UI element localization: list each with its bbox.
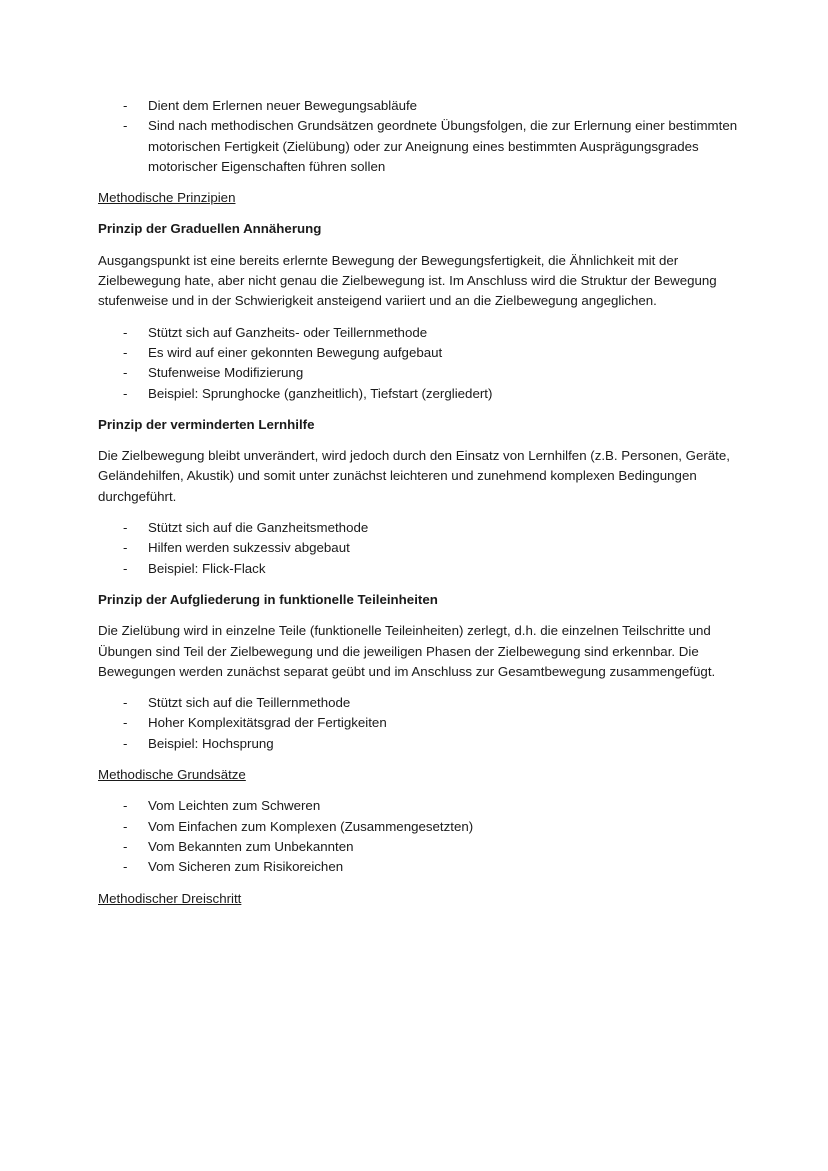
grundsaetze-list <box>98 796 738 877</box>
bullet-dash: - <box>123 715 128 731</box>
bullet-dash: - <box>123 838 128 854</box>
list-item-text: Beispiel: Hochsprung <box>148 735 274 751</box>
bullet-dash: - <box>123 540 128 556</box>
prinzip-description: Die Zielbewegung bleibt unverändert, wird jedoch durch den Einsatz von Lernhilfen (z.B. Personen, Geräte, Geländehilfen, Akustik) und somit unter zunächst leichteren und zunehmend komplexen Bedingungen durchgeführt. <box>98 448 730 504</box>
prinzip-title-graduelle-annaeherung: Prinzip der Graduellen Annäherung <box>98 221 322 237</box>
prinzip-title-verminderte-lernhilfe: Prinzip der verminderten Lernhilfe <box>98 416 315 432</box>
section-heading-methodischer-dreischritt: Methodischer Dreischritt <box>98 890 242 906</box>
list-item <box>98 559 738 579</box>
list-item <box>98 693 738 713</box>
list-item-text: Beispiel: Sprunghocke (ganzheitlich), Tiefstart (zergliedert) <box>148 385 493 401</box>
list-item-text: Stufenweise Modifizierung <box>148 365 304 381</box>
bullet-dash: - <box>123 560 128 576</box>
prinzip-description: Die Zielübung wird in einzelne Teile (funktionelle Teileinheiten) zerlegt, d.h. die einzelnen Teilschritte und Übungen sind Teil der Zielbewegung und die jeweiligen Phasen der Zielbewegung sind erkennbar. Die Bewegungen werden zunächst separat geübt und im Anschluss zur Gesamtbewegung zusammengefügt. <box>98 623 716 679</box>
list-item-text: Sind nach methodischen Grundsätzen geordnete Übungsfolgen, die zur Erlernung einer bestimmten motorischen Fertigkeit (Zielübung) oder zur Aneignung eines bestimmten Ausprägungsgrades motorischer Eigenschaften führen sollen <box>148 118 738 174</box>
bullet-dash: - <box>123 818 128 834</box>
list-item <box>98 857 738 877</box>
prinzip-2-list <box>98 518 738 579</box>
list-item <box>98 518 738 538</box>
list-item <box>98 837 738 857</box>
list-item-text: Hilfen werden sukzessiv abgebaut <box>148 540 350 556</box>
prinzip-description: Ausgangspunkt ist eine bereits erlernte Bewegung der Bewegungsfertigkeit, die Ähnlichkeit mit der Zielbewegung hate, aber nicht genau die Zielbewegung ist. Im Anschluss wird die Struktur der Bewegung stufenweise und in der Schwierigkeit ansteigend variiert und an die Zielbewegung angeglichen. <box>98 252 717 309</box>
list-item <box>98 343 738 363</box>
bullet-dash: - <box>123 98 128 113</box>
list-item-text: Vom Bekannten zum Unbekannten <box>148 838 354 854</box>
bullet-dash: - <box>123 344 128 360</box>
list-item-text: Hoher Komplexitätsgrad der Fertigkeiten <box>148 715 387 731</box>
section-heading-methodische-prinzipien: Methodische Prinzipien <box>98 190 236 206</box>
intro-list <box>98 96 738 177</box>
list-item-text: Stützt sich auf Ganzheits- oder Teillernmethode <box>148 324 428 340</box>
list-item-text: Vom Einfachen zum Komplexen (Zusammengesetzten) <box>148 818 474 834</box>
bullet-dash: - <box>123 118 128 134</box>
bullet-dash: - <box>123 695 128 711</box>
list-item-text: Vom Sicheren zum Risikoreichen <box>148 859 344 875</box>
bullet-dash: - <box>123 735 128 751</box>
list-item <box>98 796 738 816</box>
bullet-dash: - <box>123 859 128 875</box>
list-item-text: Stützt sich auf die Teillernmethode <box>148 695 351 711</box>
document-page <box>98 96 738 920</box>
list-item <box>98 384 738 404</box>
prinzip-1-list <box>98 323 738 404</box>
bullet-dash: - <box>123 798 128 814</box>
bullet-dash: - <box>123 520 128 536</box>
section-heading-methodische-grundsaetze: Methodische Grundsätze <box>98 767 246 783</box>
prinzip-title-funktionelle-teileinheiten: Prinzip der Aufgliederung in funktionelle Teileinheiten <box>98 591 438 607</box>
list-item-text: Beispiel: Flick-Flack <box>148 560 266 576</box>
list-item <box>98 734 738 754</box>
bullet-dash: - <box>123 324 128 340</box>
list-item-text: Stützt sich auf die Ganzheitsmethode <box>148 520 369 536</box>
list-item <box>98 116 738 177</box>
list-item <box>98 538 738 558</box>
bullet-dash: - <box>123 385 128 401</box>
list-item <box>98 363 738 383</box>
list-item <box>98 96 738 116</box>
list-item <box>98 323 738 343</box>
prinzip-3-list <box>98 693 738 754</box>
list-item-text: Es wird auf einer gekonnten Bewegung aufgebaut <box>148 344 443 360</box>
bullet-dash: - <box>123 365 128 381</box>
list-item-text: Dient dem Erlernen neuer Bewegungsabläufe <box>148 98 418 113</box>
list-item-text: Vom Leichten zum Schweren <box>148 798 321 814</box>
list-item <box>98 817 738 837</box>
list-item <box>98 713 738 733</box>
